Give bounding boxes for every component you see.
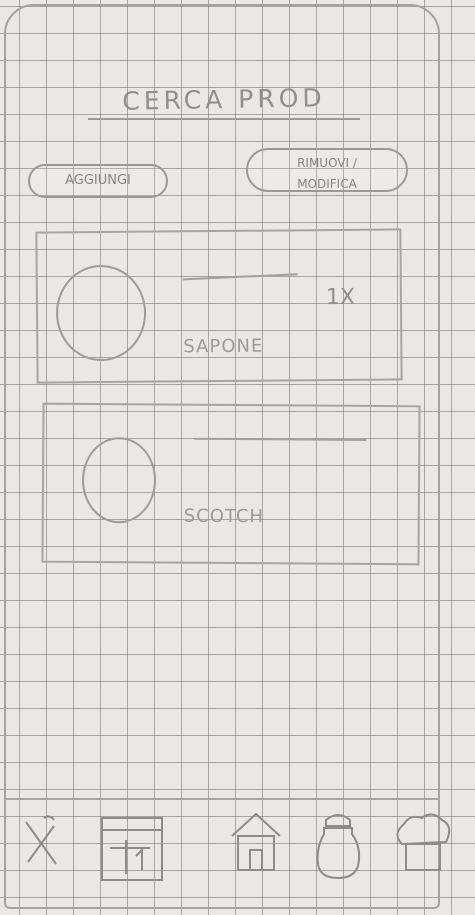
- product-card[interactable]: [41, 403, 420, 566]
- remove-edit-button[interactable]: [246, 148, 408, 192]
- search-placeholder: CERCA PROD: [122, 83, 326, 116]
- product-detail-line: [183, 273, 298, 280]
- bottom-tab-bar: [4, 798, 440, 800]
- product-image-placeholder: [56, 265, 147, 362]
- product-name: SCOTCH: [183, 505, 265, 528]
- home-icon[interactable]: [228, 810, 284, 874]
- product-card[interactable]: [35, 228, 402, 383]
- product-image-placeholder: [82, 437, 157, 524]
- close-x-icon[interactable]: [20, 810, 64, 868]
- remove-edit-label-line2: MODIFICA: [297, 177, 357, 191]
- search-input[interactable]: [88, 78, 360, 120]
- remove-edit-label-line1: RIMUOVI /: [297, 156, 357, 170]
- chef-hat-icon[interactable]: [392, 810, 454, 874]
- bottle-icon[interactable]: [312, 810, 364, 880]
- add-button-label: AGGIUNGI: [65, 173, 131, 188]
- add-button[interactable]: [28, 164, 168, 198]
- product-name: SAPONE: [183, 335, 264, 358]
- calendar-icon[interactable]: [96, 810, 168, 884]
- product-quantity: 1X: [325, 284, 356, 311]
- product-detail-line: [194, 438, 366, 441]
